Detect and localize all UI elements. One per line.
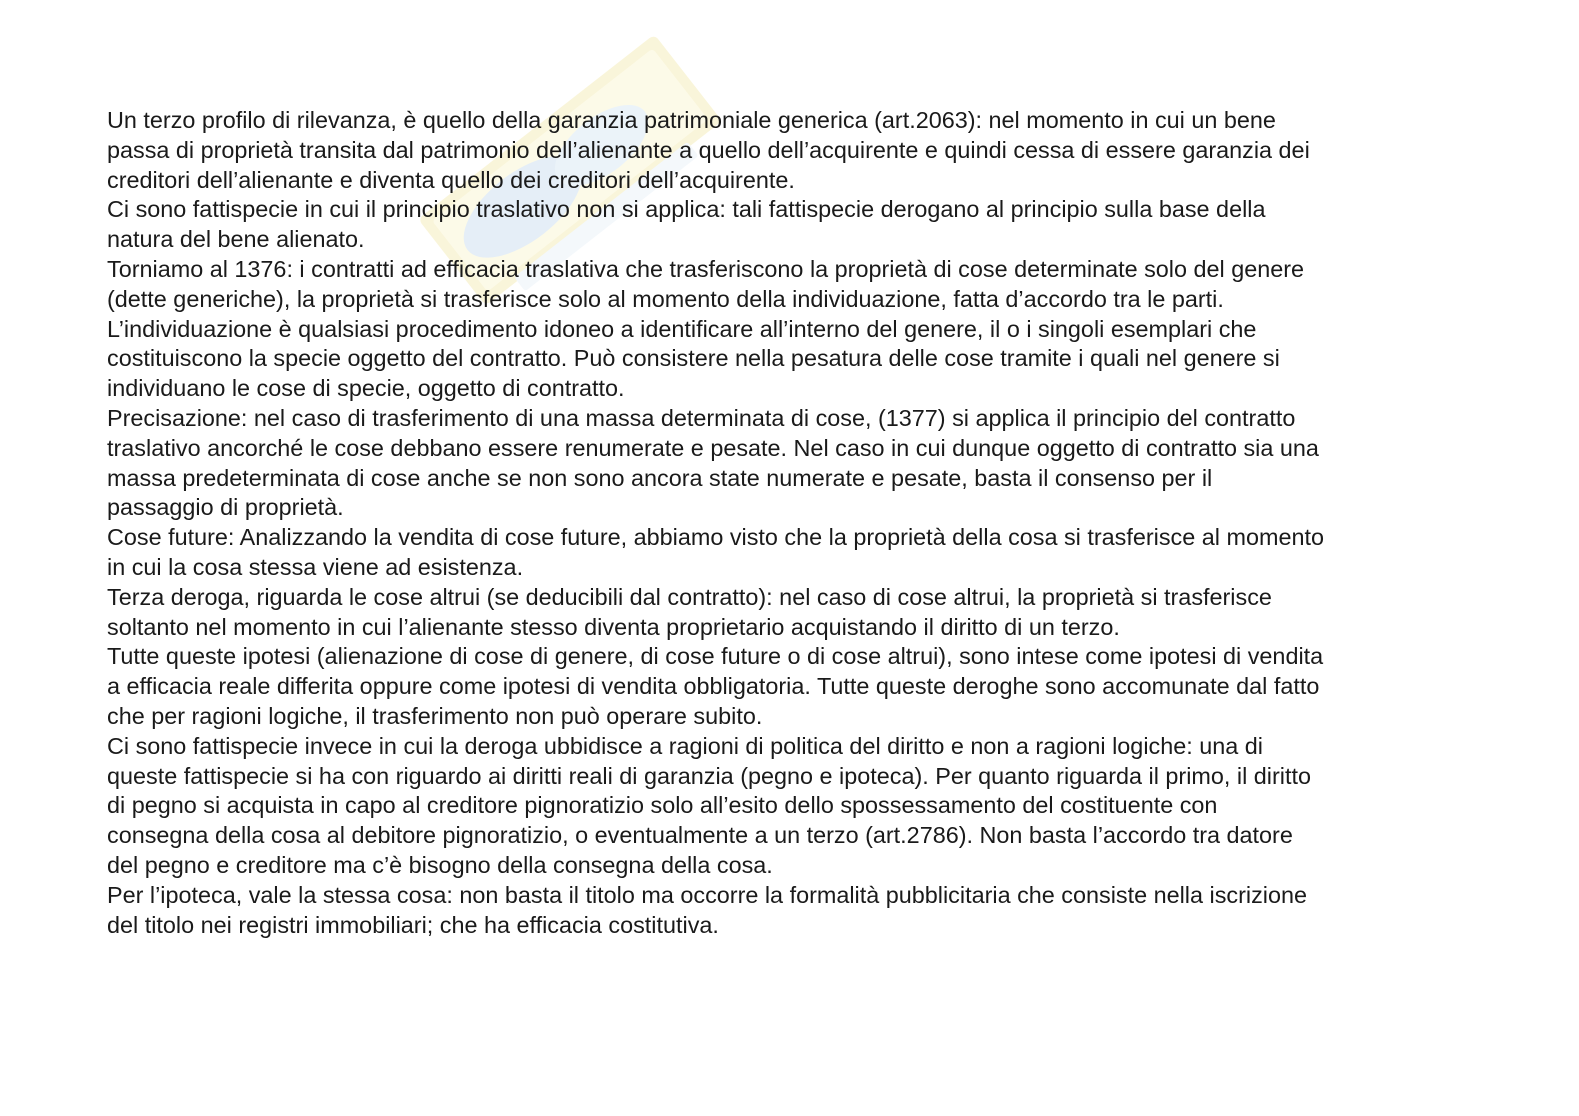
text-line: del titolo nei registri immobiliari; che ha efficacia costitutiva. xyxy=(107,911,719,938)
text-line: Un terzo profilo di rilevanza, è quello della garanzia patrimoniale generica (art.2063): nel momento in cui un bene xyxy=(107,107,1276,133)
paragraph xyxy=(107,732,1487,881)
text-line: passaggio di proprietà. xyxy=(107,494,344,521)
paragraph xyxy=(107,315,1487,404)
text-line: soltanto nel momento in cui l’alienante stesso diventa proprietario acquistando il diritto di un terzo. xyxy=(107,613,1120,640)
paragraph xyxy=(107,106,1487,195)
text-line: (dette generiche), la proprietà si trasferisce solo al momento della individuazione, fatta d’accordo tra le parti. xyxy=(107,285,1224,312)
text-line: di pegno si acquista in capo al creditore pignoratizio solo all’esito dello spossessamento del costituente con xyxy=(107,792,1218,819)
text-line: L’individuazione è qualsiasi procedimento idoneo a identificare all’interno del genere, il o i singoli esemplari che xyxy=(107,315,1257,342)
text-line: creditori dell’alienante e diventa quello dei creditori dell’acquirente. xyxy=(107,166,795,193)
paragraph xyxy=(107,404,1487,523)
text-line: Cose future: Analizzando la vendita di cose future, abbiamo visto che la proprietà della cosa si trasferisce al momento xyxy=(107,524,1324,551)
text-line: consegna della cosa al debitore pignoratizio, o eventualmente a un terzo (art.2786). Non basta l’accordo tra datore xyxy=(107,822,1293,849)
paragraph xyxy=(107,583,1487,643)
text-line: che per ragioni logiche, il trasferimento non può operare subito. xyxy=(107,702,763,729)
text-line: natura del bene alienato. xyxy=(107,226,365,253)
text-line: massa predeterminata di cose anche se non sono ancora state numerate e pesate, basta il consenso per il xyxy=(107,464,1213,491)
text-line: Ci sono fattispecie in cui il principio traslativo non si applica: tali fattispecie derogano al principio sulla base della xyxy=(107,196,1266,223)
text-line: Terza deroga, riguarda le cose altrui (se deducibili dal contratto): nel caso di cose altrui, la proprietà si trasferisce xyxy=(107,583,1272,610)
text-line: queste fattispecie si ha con riguardo ai diritti reali di garanzia (pegno e ipoteca). Per quanto riguarda il primo, il diritto xyxy=(107,762,1311,789)
text-line: Tutte queste ipotesi (alienazione di cose di genere, di cose future o di cose altrui), sono intese come ipotesi di vendita xyxy=(107,643,1324,670)
text-line: a efficacia reale differita oppure come ipotesi di vendita obbligatoria. Tutte queste deroghe sono accomunate dal fatto xyxy=(107,673,1320,700)
text-line: del pegno e creditore ma c’è bisogno della consegna della cosa. xyxy=(107,851,773,878)
paragraph xyxy=(107,642,1487,731)
document-body xyxy=(107,106,1487,940)
text-line: passa di proprietà transita dal patrimonio dell’alienante a quello dell’acquirente e quindi cessa di essere garanzia dei xyxy=(107,136,1310,163)
paragraph xyxy=(107,255,1487,315)
text-line: Per l’ipoteca, vale la stessa cosa: non basta il titolo ma occorre la formalità pubblicitaria che consiste nella iscrizione xyxy=(107,881,1308,908)
paragraph xyxy=(107,881,1487,941)
text-line: Ci sono fattispecie invece in cui la deroga ubbidisce a ragioni di politica del diritto e non a ragioni logiche: una di xyxy=(107,732,1263,759)
text-line: Torniamo al 1376: i contratti ad efficacia traslativa che trasferiscono la proprietà di cose determinate solo del genere xyxy=(107,255,1305,282)
text-line: individuano le cose di specie, oggetto di contratto. xyxy=(107,375,625,402)
paragraph xyxy=(107,195,1487,255)
text-line: traslativo ancorché le cose debbano essere renumerate e pesate. Nel caso in cui dunque oggetto di contratto sia una xyxy=(107,434,1319,461)
text-line: costituiscono la specie oggetto del contratto. Può consistere nella pesatura delle cose tramite i quali nel genere si xyxy=(107,345,1280,372)
text-line: Precisazione: nel caso di trasferimento di una massa determinata di cose, (1377) si applica il principio del contratto xyxy=(107,404,1296,431)
text-line: in cui la cosa stessa viene ad esistenza. xyxy=(107,553,524,580)
paragraph xyxy=(107,523,1487,583)
